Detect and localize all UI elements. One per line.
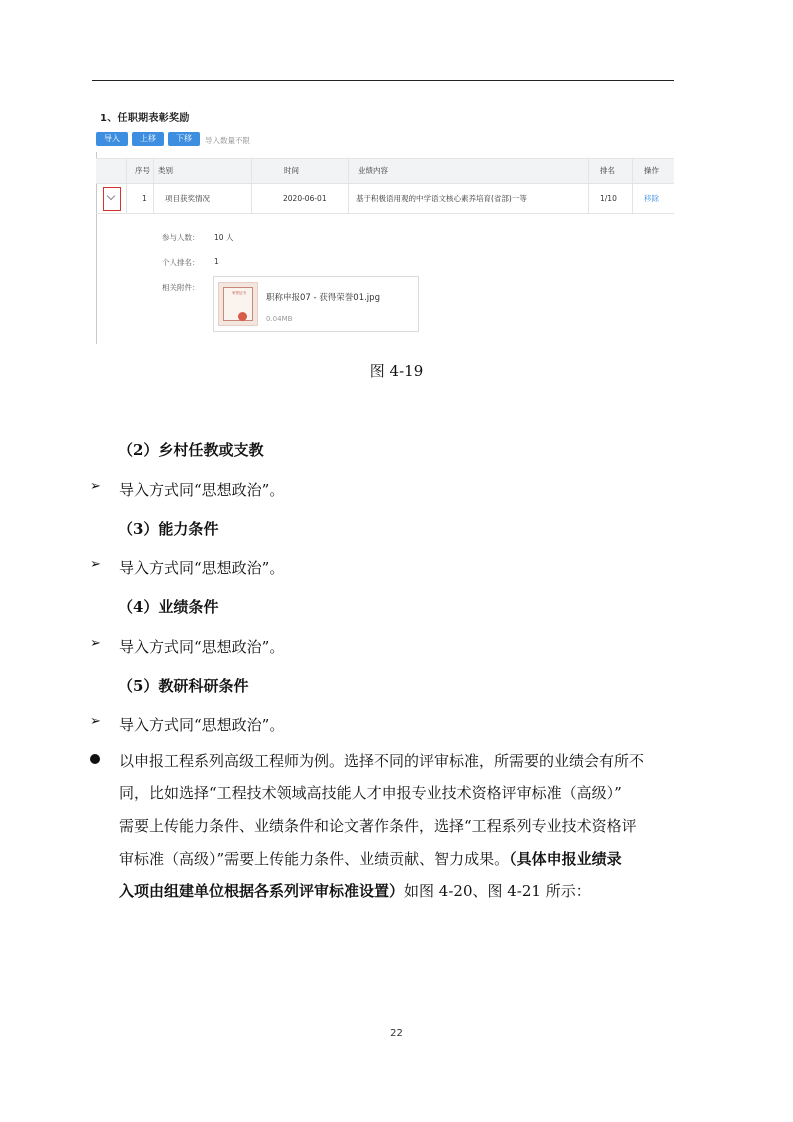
section-heading: （2）乡村任教或支教 bbox=[118, 441, 264, 459]
section-text: 导入方式同“思想政治”。 bbox=[119, 559, 285, 577]
figure-caption: 图 4-19 bbox=[369, 362, 424, 380]
col-content: 业绩内容 bbox=[358, 166, 388, 175]
remove-link[interactable]: 移除 bbox=[644, 194, 659, 203]
dot-bullet-icon bbox=[90, 754, 100, 764]
paragraph-line bbox=[119, 848, 622, 869]
cell-rank: 1/10 bbox=[600, 194, 617, 203]
arrow-bullet-icon: ➢ bbox=[90, 636, 101, 651]
col-date: 时间 bbox=[284, 166, 299, 175]
paragraph-line bbox=[119, 880, 591, 901]
personal-rank-value: 1 bbox=[214, 257, 219, 266]
section-text: 导入方式同“思想政治”。 bbox=[119, 481, 285, 499]
certificate-title: 荣誉证书 bbox=[232, 291, 246, 295]
certificate-thumbnail bbox=[218, 282, 258, 326]
paragraph-line: 需要上传能力条件、业绩条件和论文著作条件，选择“工程系列专业技术资格评 bbox=[119, 817, 637, 835]
col-action: 操作 bbox=[644, 166, 659, 175]
certificate-frame bbox=[223, 287, 253, 321]
col-category: 类别 bbox=[158, 166, 173, 175]
move-down-button[interactable]: 下移 bbox=[168, 132, 200, 146]
participants-value: 10 人 bbox=[214, 233, 234, 242]
col-divider bbox=[348, 158, 349, 214]
paragraph-line: 同，比如选择“工程技术领域高技能人才申报专业技术资格评审标准（高级）” bbox=[119, 784, 622, 802]
page-number: 22 bbox=[390, 1028, 403, 1039]
expand-row-button[interactable] bbox=[103, 187, 121, 211]
col-index: 序号 bbox=[135, 166, 150, 175]
section-text: 导入方式同“思想政治”。 bbox=[119, 638, 285, 656]
paragraph-bold-text: （具体申报业绩录 bbox=[509, 850, 622, 868]
attachment-size: 0.04MB bbox=[266, 315, 293, 323]
paragraph-text: 如图 4-20、图 4-21 所示： bbox=[404, 882, 591, 900]
arrow-bullet-icon: ➢ bbox=[90, 714, 101, 729]
import-hint: 导入数量不限 bbox=[205, 136, 250, 145]
paragraph-bold-text: 入项由组建单位根据各系列评审标准设置） bbox=[119, 882, 405, 900]
cell-index: 1 bbox=[142, 194, 147, 203]
paragraph-line: 以申报工程系列高级工程师为例。选择不同的评审标准，所需要的业绩会有所不 bbox=[119, 752, 645, 770]
import-button[interactable]: 导入 bbox=[96, 132, 128, 146]
section-heading: （4）业绩条件 bbox=[118, 598, 219, 616]
col-divider bbox=[588, 158, 589, 214]
move-up-button[interactable]: 上移 bbox=[132, 132, 164, 146]
figure-screenshot bbox=[96, 100, 674, 344]
attachment-name[interactable]: 职称申报07 - 获得荣誉01.jpg bbox=[266, 293, 380, 303]
seal-icon bbox=[238, 312, 247, 321]
attachment-label: 相关附件： bbox=[162, 283, 200, 292]
paragraph-text: 审标准（高级）”需要上传能力条件、业绩贡献、智力成果。 bbox=[119, 850, 510, 868]
cell-category: 项目获奖情况 bbox=[165, 194, 210, 203]
cell-content: 基于积极语用观的中学语文核心素养培育(省部)一等 bbox=[356, 194, 527, 203]
participants-label: 参与人数： bbox=[162, 233, 200, 242]
col-divider bbox=[153, 158, 154, 214]
col-divider bbox=[126, 158, 127, 214]
chevron-down-icon bbox=[107, 192, 115, 200]
header-rule bbox=[92, 80, 674, 81]
attachment-card[interactable] bbox=[213, 276, 419, 332]
cell-date: 2020-06-01 bbox=[283, 194, 327, 203]
col-divider bbox=[632, 158, 633, 214]
arrow-bullet-icon: ➢ bbox=[90, 557, 101, 572]
col-divider bbox=[251, 158, 252, 214]
arrow-bullet-icon: ➢ bbox=[90, 479, 101, 494]
col-rank: 排名 bbox=[600, 166, 615, 175]
section-heading: （3）能力条件 bbox=[118, 520, 219, 538]
section-heading: （5）教研科研条件 bbox=[118, 677, 249, 695]
personal-rank-label: 个人排名： bbox=[162, 258, 200, 267]
section-title: 1、任职期表彰奖励 bbox=[100, 113, 190, 124]
section-text: 导入方式同“思想政治”。 bbox=[119, 716, 285, 734]
